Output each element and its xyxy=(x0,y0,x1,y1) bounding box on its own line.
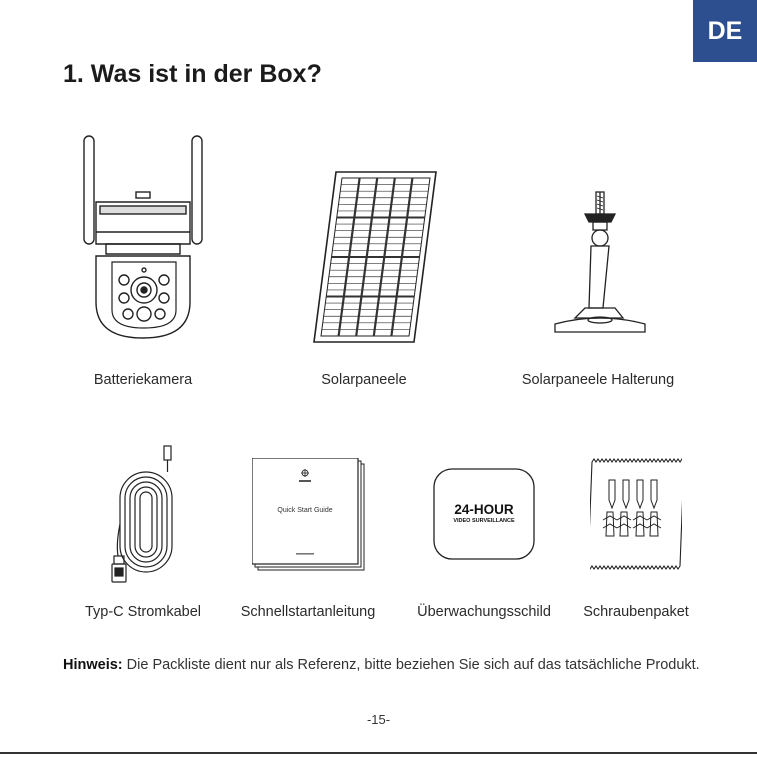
sign-line-1: 24-HOUR xyxy=(454,502,514,517)
note-label: Hinweis: xyxy=(63,657,123,673)
type-c-cable-image xyxy=(104,444,184,584)
solar-panel-mount-image xyxy=(545,190,655,342)
item-label-type-c-cable: Typ-C Stromkabel xyxy=(84,604,202,620)
page-number: -15- xyxy=(366,712,391,727)
quick-start-guide-image xyxy=(252,458,366,572)
item-label-solar-panel: Solarpaneele xyxy=(321,372,407,388)
page-title: 1. Was ist in der Box? xyxy=(63,60,322,88)
note-text xyxy=(63,654,703,676)
screw-pack-image xyxy=(590,458,682,570)
item-label-solar-panel-mount: Solarpaneele Halterung xyxy=(521,372,675,388)
item-label-battery-camera: Batteriekamera xyxy=(93,372,193,388)
solar-panel-image xyxy=(310,168,440,346)
guide-title: Quick Start Guide xyxy=(277,507,333,514)
item-label-screw-pack: Schraubenpaket xyxy=(583,604,689,620)
bottom-rule xyxy=(0,752,757,754)
sign-line-2: VIDEO SURVEILLANCE xyxy=(453,518,515,524)
note-body: Die Packliste dient nur als Referenz, bitte beziehen Sie sich auf das tatsächliche Produkt. xyxy=(122,657,700,673)
language-tab: DE xyxy=(693,0,757,62)
item-label-surveillance-sign: Überwachungsschild xyxy=(417,604,551,620)
battery-camera-image xyxy=(78,132,208,344)
item-label-quick-start-guide: Schnellstartanleitung xyxy=(240,604,376,620)
